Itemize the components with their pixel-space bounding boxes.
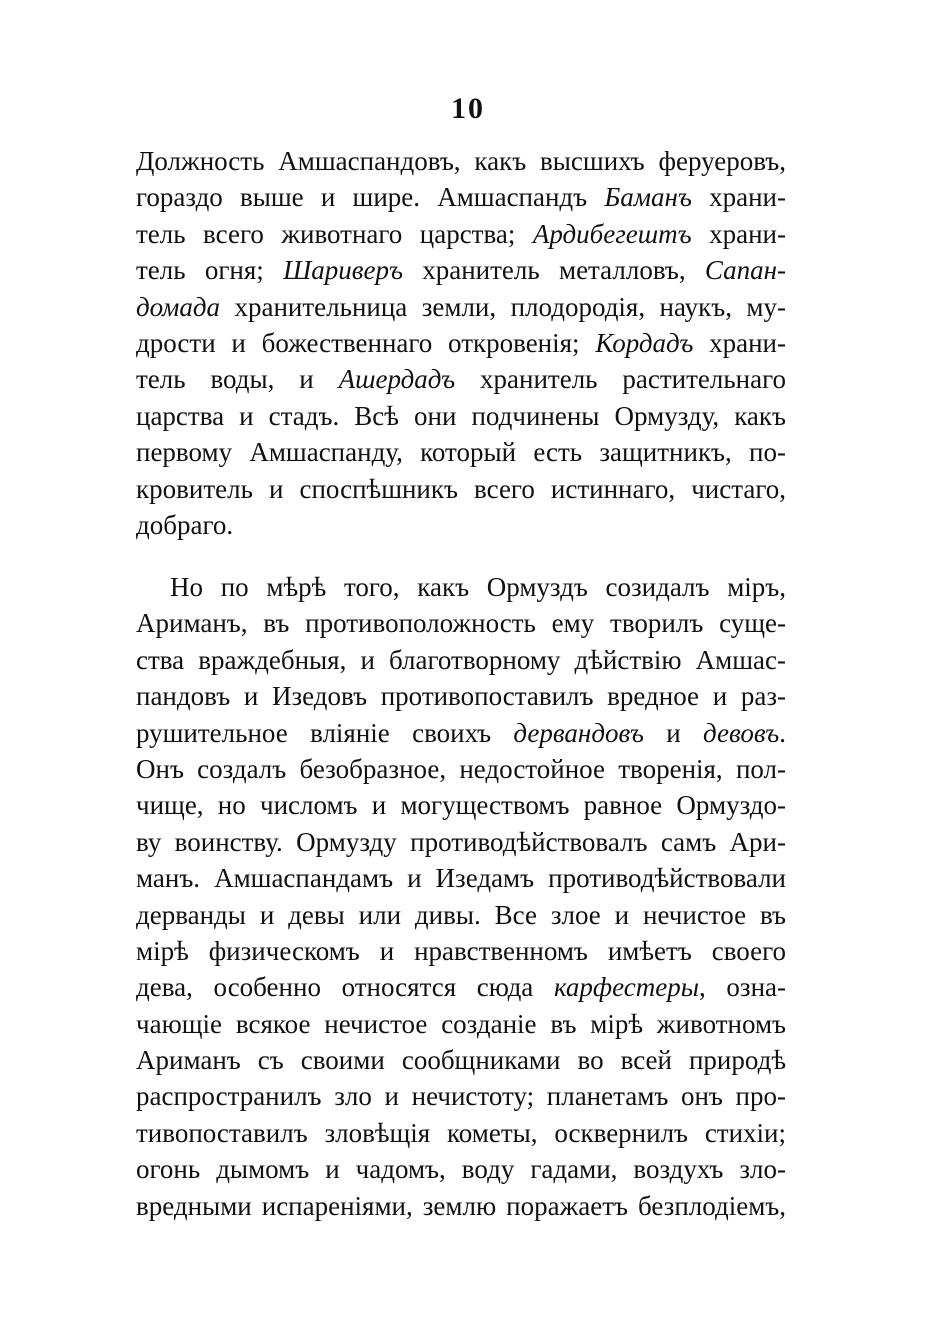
text-line: [136, 179, 786, 215]
text-run: гораздо выше и шире. Амшаспандъ: [136, 182, 605, 213]
text-run: тель огня;: [136, 255, 284, 286]
text-run: Ариманъ съ своими сообщниками во всей природѣ: [136, 1045, 786, 1076]
italic-term: девовъ: [703, 717, 780, 748]
italic-term: дервандовъ: [513, 717, 644, 748]
text-run: манъ. Амшаспандамъ и Изедамъ противодѣйствовали: [136, 863, 786, 894]
text-run: пандовъ и Изедовъ противопоставилъ вредное и раз-: [136, 681, 786, 712]
text-line: [136, 471, 786, 507]
italic-term: Ашердадъ: [338, 364, 456, 395]
text-run: распространилъ зло и нечистоту; планетамъ онъ про-: [136, 1081, 786, 1112]
text-line: [136, 216, 786, 252]
text-line: [136, 1188, 786, 1224]
page-number: 10: [451, 92, 485, 125]
text-run: царства и стадъ. Всѣ они подчинены Ормузду, какъ: [136, 400, 786, 431]
text-line: [136, 715, 786, 751]
text-run: чающіе всякое нечистое созданіе въ мірѣ животномъ: [136, 1008, 786, 1039]
text-run: кровитель и споспѣшникъ всего истиннаго, чистаго,: [136, 473, 786, 504]
text-line: [136, 605, 786, 641]
text-line: [136, 1151, 786, 1187]
text-run: хранительница земли, плодородія, наукъ, му-: [220, 291, 786, 322]
text-run: чище, но числомъ и могуществомъ равное Ормуздо-: [136, 790, 786, 821]
text-line: [136, 751, 786, 787]
text-run: тель воды, и: [136, 364, 339, 395]
text-run: и: [643, 717, 704, 748]
text-run: , озна-: [698, 972, 786, 1003]
text-run: дерванды и девы или дивы. Все злое и нечистое въ: [136, 899, 786, 930]
paragraph-1: [136, 143, 786, 543]
text-run: Но по мѣрѣ того, какъ Ормуздъ созидалъ міръ,: [170, 572, 786, 602]
text-run: вредными испареніями, землю поражаетъ безплодіемъ,: [136, 1190, 786, 1221]
text-line: [136, 897, 786, 933]
text-run: хранитель металловъ,: [402, 255, 705, 286]
text-line: [136, 507, 786, 543]
text-run: тивопоставилъ зловѣщія кометы, осквернилъ стихіи;: [136, 1117, 786, 1148]
text-line: [136, 969, 786, 1005]
italic-term: Ардибегештъ: [532, 218, 692, 249]
text-run: рушительное вліяніе своихъ: [136, 717, 514, 748]
italic-term: домада: [136, 291, 221, 322]
text-run: хранитель растительнаго: [455, 364, 786, 395]
italic-term: карфестеры: [553, 972, 699, 1003]
text-run: храни-: [693, 327, 786, 358]
text-line: [136, 289, 786, 325]
text-run: Ариманъ, въ противоположность ему творилъ суще-: [136, 608, 786, 639]
italic-term: Кордадъ: [595, 327, 694, 358]
text-run: мірѣ физическомъ и нравственномъ имѣетъ своего: [136, 935, 786, 966]
text-run: дева, особенно относятся сюда: [136, 972, 554, 1003]
text-run: добраго.: [136, 509, 234, 540]
text-line: [136, 361, 786, 397]
italic-term: Шариверъ: [283, 255, 403, 286]
text-line: [136, 434, 786, 470]
text-line: [136, 642, 786, 678]
text-run: Онъ создалъ безобразное, недостойное творенія, пол-: [136, 753, 786, 784]
text-line: [136, 398, 786, 434]
paragraph-2: [136, 569, 786, 1224]
text-run: огонь дымомъ и чадомъ, воду гадами, воздухъ зло-: [136, 1154, 786, 1185]
text-line: [136, 1042, 786, 1078]
text-line: [136, 252, 786, 288]
text-line: [136, 933, 786, 969]
text-line: [136, 678, 786, 714]
text-run: тель всего животнаго царства;: [136, 218, 533, 249]
italic-term: Сапан-: [704, 255, 787, 286]
text-line: [136, 787, 786, 823]
text-line: [136, 1078, 786, 1114]
text-line: [136, 1006, 786, 1042]
italic-term: Баманъ: [604, 182, 692, 213]
text-run: ства враждебныя, и благотворному дѣйствію Амшас-: [136, 644, 786, 675]
text-run: Должность Амшаспандовъ, какъ высшихъ феруеровъ,: [136, 146, 786, 176]
text-line: [136, 824, 786, 860]
text-run: храни-: [691, 182, 787, 213]
text-run: дрости и божественнаго откровенія;: [136, 327, 596, 358]
text-line: [136, 860, 786, 896]
text-run: .: [779, 717, 786, 748]
text-line: [136, 1115, 786, 1151]
text-run: ву воинству. Ормузду противодѣйствовалъ самъ Ари-: [136, 826, 786, 857]
text-line: [136, 325, 786, 361]
text-line: [136, 143, 786, 179]
text-run: храни-: [691, 218, 787, 249]
text-line: [136, 569, 786, 605]
text-run: первому Амшаспанду, который есть защитникъ, по-: [136, 437, 786, 468]
